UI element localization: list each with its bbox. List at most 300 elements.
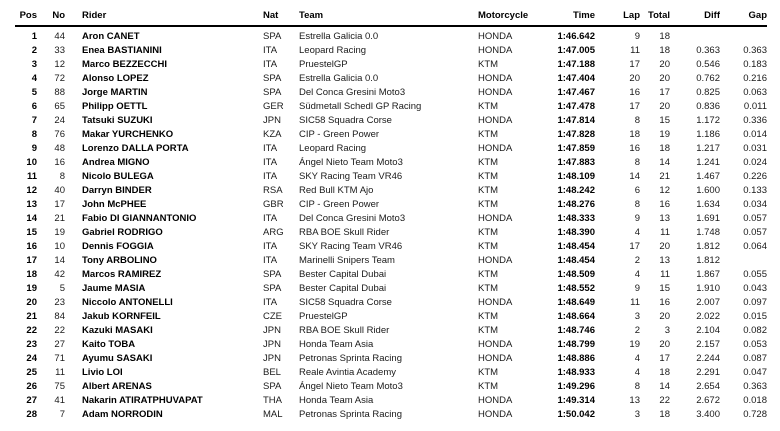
time-cell: 1:49.296 (557, 380, 595, 392)
total-cell: 21 (659, 170, 670, 182)
time-cell: 1:48.454 (557, 240, 595, 252)
time-cell: 1:48.242 (557, 184, 595, 196)
header-row (15, 7, 767, 26)
diff-cell: 0.762 (696, 72, 720, 84)
team-cell: Reale Avintia Academy (299, 366, 396, 378)
team-cell: CIP - Green Power (299, 198, 380, 210)
diff-cell: 2.672 (696, 394, 720, 406)
nat-cell: JPN (263, 324, 281, 336)
rider-cell: Darryn BINDER (82, 184, 152, 196)
table-row (15, 253, 767, 267)
gap-cell: 0.057 (743, 212, 767, 224)
no-cell: 71 (54, 352, 65, 364)
team-cell: Honda Team Asia (299, 338, 374, 350)
gap-cell: 0.064 (743, 240, 767, 252)
no-cell: 19 (54, 226, 65, 238)
total-cell: 3 (664, 324, 670, 336)
pos-cell: 11 (26, 170, 37, 182)
gap-cell: 0.031 (743, 142, 767, 154)
rider-cell: Philipp OETTL (82, 100, 148, 112)
rider-cell: Aron CANET (82, 31, 140, 42)
gap-cell: 0.087 (743, 352, 767, 364)
lap-cell: 13 (629, 394, 640, 406)
pos-cell: 3 (31, 58, 37, 70)
table-row (15, 281, 767, 295)
motorcycle-cell: KTM (478, 100, 499, 112)
no-cell: 21 (54, 212, 65, 224)
rider-cell: Fabio DI GIANNANTONIO (82, 212, 197, 224)
no-cell: 24 (54, 114, 65, 126)
no-cell: 10 (54, 240, 65, 252)
lap-cell: 4 (634, 352, 640, 364)
no-cell: 75 (54, 380, 65, 392)
gap-cell: 0.015 (743, 310, 767, 322)
no-cell: 72 (54, 72, 65, 84)
total-cell: 14 (659, 156, 670, 168)
motorcycle-cell: KTM (478, 366, 499, 378)
pos-cell: 22 (26, 324, 37, 336)
team-cell: Del Conca Gresini Moto3 (299, 86, 406, 98)
team-cell: Bester Capital Dubai (299, 268, 387, 280)
motorcycle-cell: HONDA (478, 352, 513, 364)
gap-cell: 0.063 (743, 86, 767, 98)
time-cell: 1:47.814 (557, 114, 595, 126)
gap-cell: 0.336 (743, 114, 767, 126)
team-cell: Bester Capital Dubai (299, 282, 387, 294)
team-cell: Ángel Nieto Team Moto3 (299, 156, 403, 168)
nat-cell: KZA (263, 128, 282, 140)
diff-cell: 0.363 (696, 44, 720, 56)
diff-cell: 1.812 (696, 240, 720, 252)
nat-cell: CZE (263, 310, 282, 322)
total-cell: 16 (659, 198, 670, 210)
table-row (15, 365, 767, 379)
rider-cell: Marco BEZZECCHI (82, 58, 167, 70)
pos-cell: 20 (26, 296, 37, 308)
no-cell: 27 (54, 338, 65, 350)
table-row (15, 295, 767, 309)
rider-cell: Kazuki MASAKI (82, 324, 153, 336)
pos-cell: 8 (31, 128, 37, 140)
gap-cell: 0.133 (743, 184, 767, 196)
lap-cell: 14 (629, 170, 640, 182)
lap-cell: 4 (634, 226, 640, 238)
lap-cell: 6 (634, 184, 640, 196)
nat-cell: ITA (263, 240, 278, 252)
time-cell: 1:50.042 (557, 408, 595, 420)
pos-cell: 28 (26, 408, 37, 420)
pos-cell: 27 (26, 394, 37, 406)
table-row (15, 183, 767, 197)
total-cell: 17 (659, 352, 670, 364)
rider-cell: Tony ARBOLINO (82, 254, 157, 266)
lap-cell: 3 (634, 310, 640, 322)
team-cell: Del Conca Gresini Moto3 (299, 212, 406, 224)
no-cell: 11 (55, 366, 65, 378)
total-cell: 18 (659, 366, 670, 378)
nat-cell: SPA (263, 380, 282, 392)
rider-cell: Ayumu SASAKI (82, 352, 153, 364)
nat-cell: SPA (263, 86, 282, 98)
no-cell: 40 (54, 184, 65, 196)
no-cell: 8 (59, 170, 65, 182)
diff-cell: 1.217 (696, 142, 720, 154)
time-cell: 1:48.933 (557, 366, 595, 378)
pos-cell: 15 (26, 226, 37, 238)
nat-cell: SPA (263, 31, 282, 42)
rider-cell: Jaume MASIA (82, 282, 146, 294)
nat-cell: JPN (263, 338, 281, 350)
table-row (15, 85, 767, 99)
nat-cell: ITA (263, 44, 278, 56)
results-table (15, 7, 767, 421)
lap-cell: 16 (629, 86, 640, 98)
time-cell: 1:48.552 (557, 282, 595, 294)
lap-cell: 4 (634, 366, 640, 378)
lap-cell: 17 (629, 100, 640, 112)
diff-cell: 1.867 (696, 268, 720, 280)
rider-cell: Gabriel RODRIGO (82, 226, 163, 238)
rider-cell: Makar YURCHENKO (82, 128, 174, 140)
diff-cell: 1.812 (696, 254, 720, 266)
diff-cell: 2.007 (696, 296, 720, 308)
diff-cell: 2.022 (696, 310, 720, 322)
table-row (15, 71, 767, 85)
nat-cell: GBR (263, 198, 284, 210)
pos-cell: 25 (26, 366, 37, 378)
time-cell: 1:47.404 (557, 72, 595, 84)
total-cell: 11 (660, 226, 670, 238)
lap-cell: 11 (630, 296, 640, 308)
motorcycle-cell: HONDA (478, 394, 513, 406)
time-cell: 1:47.188 (557, 58, 595, 70)
time-cell: 1:48.454 (557, 254, 595, 266)
nat-cell: JPN (263, 114, 281, 126)
motorcycle-cell: HONDA (478, 86, 513, 98)
pos-cell: 6 (31, 100, 37, 112)
lap-cell: 18 (629, 128, 640, 140)
team-cell: RBA BOE Skull Rider (299, 324, 390, 336)
table-row (15, 407, 767, 421)
table-header (15, 7, 767, 26)
table-row (15, 113, 767, 127)
team-cell: Estrella Galicia 0.0 (299, 72, 379, 84)
lap-cell: 2 (634, 254, 640, 266)
total-cell: 12 (659, 184, 670, 196)
no-cell: 76 (54, 128, 65, 140)
team-cell: PruestelGP (299, 58, 348, 70)
time-cell: 1:48.276 (557, 198, 595, 210)
col-header-lap: Lap (623, 10, 640, 21)
lap-cell: 2 (634, 324, 640, 336)
gap-cell: 0.014 (743, 128, 767, 140)
motorcycle-cell: KTM (478, 156, 499, 168)
motorcycle-cell: KTM (478, 170, 499, 182)
pos-cell: 19 (26, 282, 37, 294)
motorcycle-cell: KTM (478, 310, 499, 322)
total-cell: 20 (659, 310, 670, 322)
time-cell: 1:48.509 (557, 268, 595, 280)
nat-cell: GER (263, 100, 284, 112)
nat-cell: SPA (263, 72, 282, 84)
no-cell: 33 (54, 44, 65, 56)
time-cell: 1:48.649 (557, 296, 595, 308)
team-cell: Honda Team Asia (299, 394, 374, 406)
team-cell: Red Bull KTM Ajo (299, 184, 374, 196)
diff-cell: 1.241 (696, 156, 720, 168)
nat-cell: ARG (263, 226, 284, 238)
team-cell: Marinelli Snipers Team (299, 254, 395, 266)
nat-cell: ITA (263, 170, 278, 182)
gap-cell: 0.055 (743, 268, 767, 280)
motorcycle-cell: KTM (478, 240, 499, 252)
total-cell: 18 (659, 408, 670, 420)
no-cell: 5 (59, 282, 65, 294)
nat-cell: JPN (263, 352, 281, 364)
diff-cell: 0.825 (696, 86, 720, 98)
diff-cell (670, 26, 720, 43)
total-cell: 20 (659, 338, 670, 350)
diff-cell: 2.104 (696, 324, 720, 336)
table-row (15, 141, 767, 155)
nat-cell: ITA (263, 58, 278, 70)
team-cell: SIC58 Squadra Corse (299, 114, 392, 126)
rider-cell: Dennis FOGGIA (82, 240, 154, 252)
total-cell: 20 (659, 100, 670, 112)
total-cell: 18 (659, 31, 670, 42)
rider-cell: Livio LOI (82, 366, 123, 378)
rider-cell: Nakarin ATIRATPHUVAPAT (82, 394, 203, 406)
rider-cell: Jorge MARTIN (82, 86, 148, 98)
motorcycle-cell: KTM (478, 184, 499, 196)
pos-cell: 1 (31, 31, 37, 42)
team-cell: Ángel Nieto Team Moto3 (299, 380, 403, 392)
table-row (15, 155, 767, 169)
lap-cell: 17 (629, 58, 640, 70)
time-cell: 1:47.478 (557, 100, 595, 112)
table-row (15, 43, 767, 57)
rider-cell: Marcos RAMIREZ (82, 268, 162, 280)
time-cell: 1:47.467 (557, 86, 595, 98)
nat-cell: SPA (263, 282, 282, 294)
motorcycle-cell: KTM (478, 58, 499, 70)
diff-cell: 1.600 (696, 184, 720, 196)
table-row (15, 169, 767, 183)
nat-cell: THA (263, 394, 282, 406)
team-cell: SKY Racing Team VR46 (299, 240, 403, 252)
time-cell: 1:48.886 (557, 352, 595, 364)
pos-cell: 18 (26, 268, 37, 280)
team-cell: Petronas Sprinta Racing (299, 408, 402, 420)
gap-cell: 0.018 (743, 394, 767, 406)
gap-cell (720, 26, 767, 43)
rider-cell: Andrea MIGNO (82, 156, 150, 168)
col-header-total: Total (648, 10, 670, 21)
gap-cell: 0.024 (743, 156, 767, 168)
lap-cell: 17 (629, 240, 640, 252)
time-cell: 1:46.642 (557, 31, 595, 42)
time-cell: 1:47.883 (557, 156, 595, 168)
table-row (15, 337, 767, 351)
nat-cell: RSA (263, 184, 283, 196)
table-row (15, 225, 767, 239)
diff-cell: 0.546 (696, 58, 720, 70)
no-cell: 7 (59, 408, 65, 420)
col-header-diff: Diff (704, 10, 720, 21)
time-cell: 1:49.314 (557, 394, 595, 406)
col-header-pos: Pos (19, 10, 37, 21)
time-cell: 1:48.746 (557, 324, 595, 336)
gap-cell (720, 253, 767, 267)
table-row (15, 393, 767, 407)
rider-cell: Niccolo ANTONELLI (82, 296, 173, 308)
total-cell: 14 (659, 380, 670, 392)
pos-cell: 2 (31, 44, 37, 56)
motorcycle-cell: HONDA (478, 296, 513, 308)
time-cell: 1:48.109 (557, 170, 595, 182)
lap-cell: 16 (629, 142, 640, 154)
team-cell: Leopard Racing (299, 142, 367, 154)
gap-cell: 0.053 (743, 338, 767, 350)
no-cell: 41 (54, 394, 65, 406)
team-cell: CIP - Green Power (299, 128, 380, 140)
motorcycle-cell: KTM (478, 128, 499, 140)
motorcycle-cell: HONDA (478, 254, 513, 266)
rider-cell: Lorenzo DALLA PORTA (82, 142, 189, 154)
pos-cell: 9 (31, 142, 37, 154)
nat-cell: MAL (263, 408, 283, 420)
motorcycle-cell: KTM (478, 226, 499, 238)
rider-cell: Enea BASTIANINI (82, 44, 162, 56)
table-row (15, 239, 767, 253)
no-cell: 22 (54, 324, 65, 336)
rider-cell: Alonso LOPEZ (82, 72, 149, 84)
pos-cell: 14 (26, 212, 37, 224)
col-header-time: Time (572, 10, 595, 21)
time-cell: 1:47.005 (557, 44, 595, 56)
team-cell: RBA BOE Skull Rider (299, 226, 390, 238)
total-cell: 20 (659, 58, 670, 70)
lap-cell: 9 (634, 282, 640, 294)
diff-cell: 1.910 (696, 282, 720, 294)
pos-cell: 21 (26, 310, 37, 322)
team-cell: SKY Racing Team VR46 (299, 170, 403, 182)
gap-cell: 0.082 (743, 324, 767, 336)
motorcycle-cell: KTM (478, 268, 499, 280)
motorcycle-cell: KTM (478, 380, 499, 392)
time-cell: 1:48.390 (557, 226, 595, 238)
col-header-rider: Rider (82, 10, 107, 21)
lap-cell: 8 (634, 114, 640, 126)
lap-cell: 8 (634, 380, 640, 392)
rider-cell: Kaito TOBA (82, 338, 136, 350)
lap-cell: 3 (634, 408, 640, 420)
no-cell: 23 (54, 296, 65, 308)
pos-cell: 7 (31, 114, 37, 126)
total-cell: 16 (659, 296, 670, 308)
total-cell: 20 (659, 72, 670, 84)
motorcycle-cell: HONDA (478, 212, 513, 224)
col-header-no: No (52, 10, 65, 21)
diff-cell: 1.748 (696, 226, 720, 238)
team-cell: SIC58 Squadra Corse (299, 296, 392, 308)
pos-cell: 12 (26, 184, 37, 196)
time-cell: 1:48.799 (557, 338, 595, 350)
nat-cell: ITA (263, 142, 278, 154)
diff-cell: 1.634 (696, 198, 720, 210)
pos-cell: 16 (26, 240, 37, 252)
lap-cell: 4 (634, 268, 640, 280)
pos-cell: 13 (26, 198, 37, 210)
nat-cell: BEL (263, 366, 281, 378)
table-row (15, 99, 767, 113)
no-cell: 88 (54, 86, 65, 98)
rider-cell: Nicolo BULEGA (82, 170, 154, 182)
total-cell: 18 (659, 44, 670, 56)
lap-cell: 8 (634, 198, 640, 210)
no-cell: 44 (54, 31, 65, 42)
gap-cell: 0.728 (743, 408, 767, 420)
total-cell: 15 (659, 114, 670, 126)
lap-cell: 9 (634, 31, 640, 42)
table-row (15, 323, 767, 337)
diff-cell: 2.244 (696, 352, 720, 364)
pos-cell: 10 (26, 156, 37, 168)
gap-cell: 0.057 (743, 226, 767, 238)
col-header-team: Team (299, 10, 324, 21)
table-row (15, 26, 767, 43)
gap-cell: 0.183 (743, 58, 767, 70)
total-cell: 19 (659, 128, 670, 140)
total-cell: 17 (659, 86, 670, 98)
lap-cell: 8 (634, 156, 640, 168)
diff-cell: 2.654 (696, 380, 720, 392)
gap-cell: 0.043 (743, 282, 767, 294)
total-cell: 13 (659, 254, 670, 266)
lap-cell: 19 (629, 338, 640, 350)
motorcycle-cell: HONDA (478, 72, 513, 84)
no-cell: 48 (54, 142, 65, 154)
table-row (15, 57, 767, 71)
nat-cell: ITA (263, 254, 278, 266)
time-cell: 1:47.859 (557, 142, 595, 154)
team-cell: Estrella Galicia 0.0 (299, 31, 379, 42)
no-cell: 84 (54, 310, 65, 322)
table-body (15, 26, 767, 421)
no-cell: 14 (54, 254, 65, 266)
gap-cell: 0.226 (743, 170, 767, 182)
no-cell: 16 (54, 156, 65, 168)
gap-cell: 0.363 (743, 380, 767, 392)
pos-cell: 17 (26, 254, 37, 266)
lap-cell: 11 (630, 44, 640, 56)
nat-cell: ITA (263, 296, 278, 308)
diff-cell: 1.691 (696, 212, 720, 224)
motorcycle-cell: HONDA (478, 31, 513, 42)
gap-cell: 0.047 (743, 366, 767, 378)
diff-cell: 1.467 (696, 170, 720, 182)
nat-cell: ITA (263, 156, 278, 168)
col-header-motorcycle: Motorcycle (478, 10, 529, 21)
rider-cell: Jakub KORNFEIL (82, 310, 161, 322)
nat-cell: ITA (263, 212, 278, 224)
table-row (15, 127, 767, 141)
rider-cell: John McPHEE (82, 198, 147, 210)
lap-cell: 9 (634, 212, 640, 224)
lap-cell: 20 (629, 72, 640, 84)
motorcycle-cell: KTM (478, 198, 499, 210)
diff-cell: 1.186 (696, 128, 720, 140)
